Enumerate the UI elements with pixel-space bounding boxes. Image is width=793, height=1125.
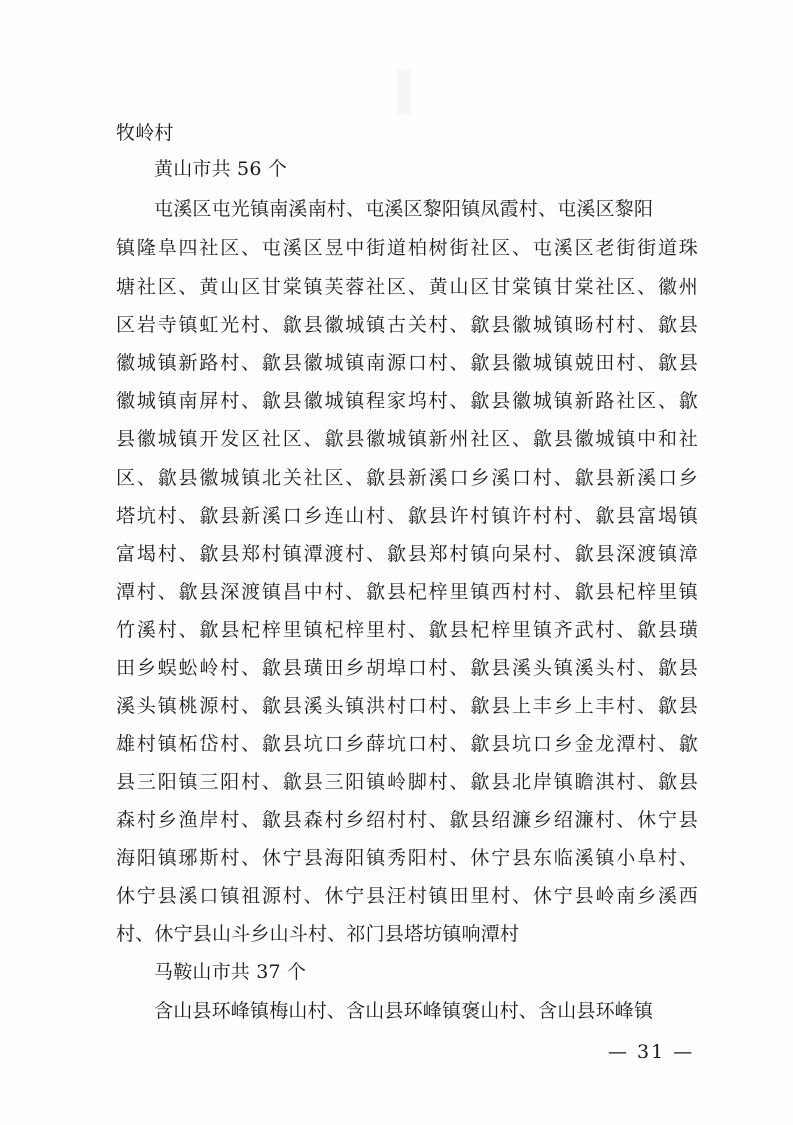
paragraph-line: 镇隆阜四社区、屯溪区昱中街道柏树街社区、屯溪区老街街道珠 [116, 237, 698, 259]
paragraph-line: 溪头镇桃源村、歙县溪头镇洪村口村、歙县上丰乡上丰村、歙县 [116, 695, 698, 717]
paragraph-line: 森村乡渔岸村、歙县森村乡绍村村、歙县绍濂乡绍濂村、休宁县 [116, 809, 698, 831]
paragraph-line: 村、休宁县山斗乡山斗村、祁门县塔坊镇响潭村 [116, 923, 520, 945]
section-heading-huangshan: 黄山市共 56 个 [154, 158, 288, 180]
paragraph-line: 屯溪区屯光镇南溪南村、屯溪区黎阳镇凤霞村、屯溪区黎阳 [154, 198, 654, 220]
paragraph-line: 潭村、歙县深渡镇昌中村、歙县杞梓里镇西村村、歙县杞梓里镇 [116, 581, 698, 603]
paragraph-line: 休宁县溪口镇祖源村、休宁县汪村镇田里村、休宁县岭南乡溪西 [116, 885, 698, 907]
section-heading-maanshan: 马鞍山市共 37 个 [154, 961, 307, 983]
page-number: — 31 — [608, 1041, 695, 1063]
intro-line: 牧岭村 [116, 122, 174, 144]
paragraph-line: 雄村镇柘岱村、歙县坑口乡薛坑口村、歙县坑口乡金龙潭村、歙 [116, 733, 698, 755]
paragraph-line: 县三阳镇三阳村、歙县三阳镇岭脚村、歙县北岸镇瞻淇村、歙县 [116, 771, 698, 793]
paragraph-line: 区岩寺镇虹光村、歙县徽城镇古关村、歙县徽城镇旸村村、歙县 [116, 314, 698, 336]
paragraph-line: 竹溪村、歙县杞梓里镇杞梓里村、歙县杞梓里镇齐武村、歙县璜 [116, 619, 698, 641]
paragraph-line: 徽城镇新路村、歙县徽城镇南源口村、歙县徽城镇兢田村、歙县 [116, 352, 698, 374]
scan-artifact [397, 70, 411, 114]
paragraph-line: 徽城镇南屏村、歙县徽城镇程家坞村、歙县徽城镇新路社区、歙 [116, 390, 698, 412]
paragraph-line: 含山县环峰镇梅山村、含山县环峰镇褒山村、含山县环峰镇 [154, 1000, 654, 1022]
paragraph-line: 区、歙县徽城镇北关社区、歙县新溪口乡溪口村、歙县新溪口乡 [116, 467, 698, 489]
paragraph-line: 县徽城镇开发区社区、歙县徽城镇新州社区、歙县徽城镇中和社 [116, 428, 698, 450]
paragraph-line: 田乡蜈蚣岭村、歙县璜田乡胡埠口村、歙县溪头镇溪头村、歙县 [116, 657, 698, 679]
paragraph-line: 塘社区、黄山区甘棠镇芙蓉社区、黄山区甘棠镇甘棠社区、徽州 [116, 276, 698, 298]
paragraph-line: 富堨村、歙县郑村镇潭渡村、歙县郑村镇向杲村、歙县深渡镇漳 [116, 543, 698, 565]
paragraph-line: 海阳镇琊斯村、休宁县海阳镇秀阳村、休宁县东临溪镇小阜村、 [116, 847, 698, 869]
paragraph-line: 塔坑村、歙县新溪口乡连山村、歙县许村镇许村村、歙县富堨镇 [116, 505, 698, 527]
